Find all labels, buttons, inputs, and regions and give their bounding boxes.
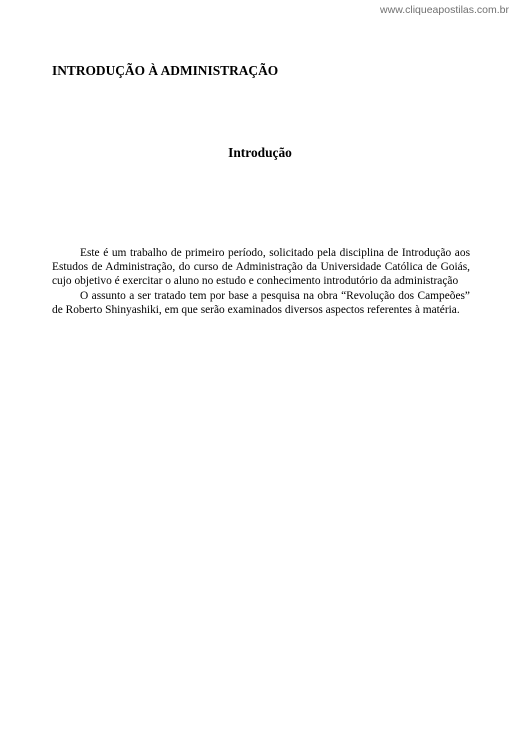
document-title: INTRODUÇÃO À ADMINISTRAÇÃO [52,63,279,78]
site-watermark: www.cliqueapostilas.com.br [380,4,509,16]
paragraph: Este é um trabalho de primeiro período, solicitado pela disciplina de Introdução aos Estudos de Administração, do curso de Administração da Universidade Católica de Goiás, cujo objetivo é exercitar o aluno no estudo e conhecimento introdutório da administração [52,247,470,288]
section-heading: Introdução [228,145,292,160]
document-body [52,246,470,317]
paragraph: O assunto a ser tratado tem por base a pesquisa na obra “Revolução dos Campeões” de Roberto Shinyashiki, em que serão examinados diversos aspectos referentes à matéria. [52,289,470,316]
